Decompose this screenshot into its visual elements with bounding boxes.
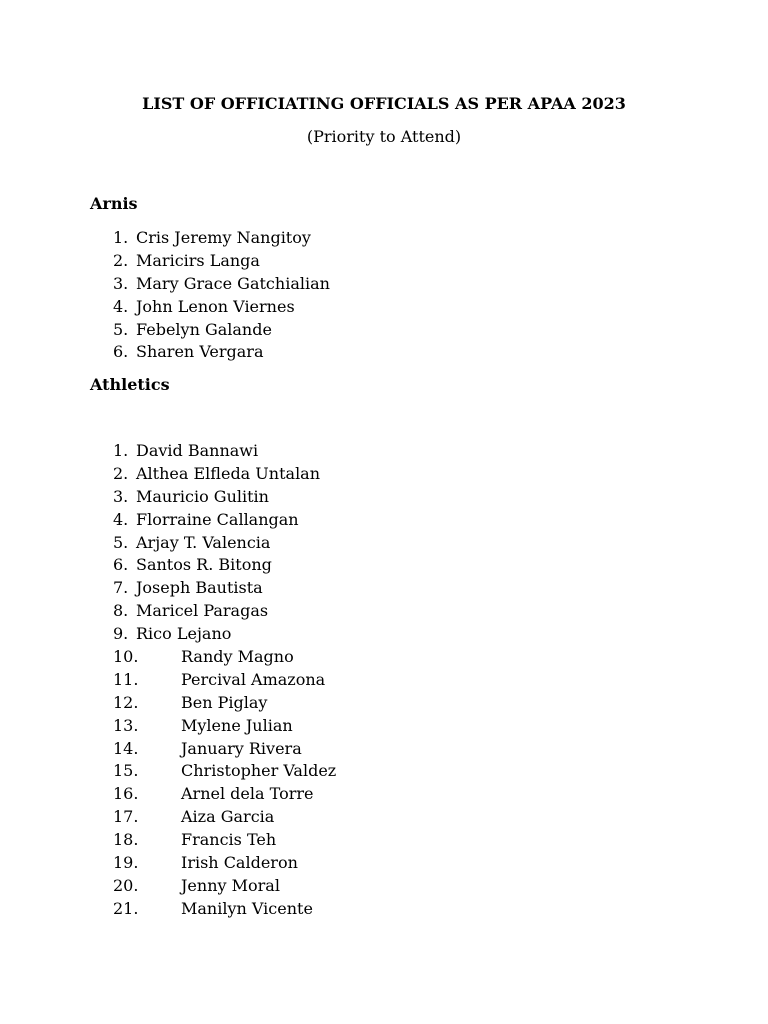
- official-name: Randy Magno: [181, 647, 294, 667]
- official-name: Francis Teh: [181, 830, 277, 850]
- list-item-number: 10.: [113, 647, 139, 667]
- list-item-number: 17.: [113, 807, 139, 827]
- list-item-number: 18.: [113, 830, 139, 850]
- official-name: Febelyn Galande: [136, 319, 272, 339]
- official-name: Jenny Moral: [181, 875, 280, 895]
- official-name: Mauricio Gulitin: [136, 486, 269, 506]
- list-item-number: 2.: [113, 463, 129, 483]
- list-item-number: 5.: [113, 532, 129, 552]
- list-item-number: 8.: [113, 601, 129, 621]
- list-item-number: 9.: [113, 624, 129, 644]
- official-name: Christopher Valdez: [181, 761, 337, 781]
- list-item-number: 12.: [113, 692, 139, 712]
- official-name: January Rivera: [181, 738, 302, 758]
- list-item-number: 4.: [113, 296, 129, 316]
- official-name: Arnel dela Torre: [181, 784, 314, 804]
- official-name: Maricirs Langa: [136, 250, 260, 270]
- official-name: Ben Piglay: [181, 692, 268, 712]
- official-name: Percival Amazona: [181, 669, 326, 689]
- list-item-number: 1.: [113, 441, 129, 460]
- official-name: Florraine Callangan: [136, 509, 299, 529]
- list-item-number: 4.: [113, 509, 129, 529]
- official-name: Sharen Vergara: [136, 342, 264, 362]
- list-item-number: 16.: [113, 784, 139, 804]
- list-item-number: 19.: [113, 853, 139, 873]
- official-name: Mylene Julian: [181, 715, 293, 735]
- list-item-number: 6.: [113, 342, 129, 362]
- list-item-number: 5.: [113, 319, 129, 339]
- section-heading-athletics: Athletics: [90, 375, 170, 394]
- list-item-number: 7.: [113, 578, 129, 598]
- list-item-number: 14.: [113, 738, 139, 758]
- list-item-number: 3.: [113, 273, 129, 293]
- official-name: Aiza Garcia: [181, 807, 275, 827]
- official-name: Joseph Bautista: [136, 578, 263, 598]
- official-name: Maricel Paragas: [136, 601, 269, 621]
- list-item-number: 2.: [113, 250, 129, 270]
- official-name: Althea Elfleda Untalan: [136, 463, 321, 483]
- official-name: John Lenon Viernes: [136, 296, 295, 316]
- list-item-number: 21.: [113, 898, 139, 918]
- list-item-number: 20.: [113, 875, 139, 895]
- official-name: Mary Grace Gatchialian: [136, 273, 330, 293]
- official-name: Manilyn Vicente: [181, 898, 313, 918]
- official-name: Santos R. Bitong: [136, 555, 272, 575]
- list-item-number: 11.: [113, 669, 139, 689]
- page-subtitle: (Priority to Attend): [306, 127, 462, 146]
- list-item-number: 13.: [113, 715, 139, 735]
- official-name: David Bannawi: [136, 441, 259, 460]
- list-item-number: 3.: [113, 486, 129, 506]
- official-name: Cris Jeremy Nangitoy: [136, 228, 311, 247]
- list-item-number: 6.: [113, 555, 129, 575]
- section-heading-arnis: Arnis: [90, 194, 138, 213]
- page-title: LIST OF OFFICIATING OFFICIALS AS PER APAA 2023: [142, 94, 626, 113]
- official-name: Rico Lejano: [136, 624, 232, 644]
- official-name: Arjay T. Valencia: [136, 532, 271, 552]
- list-item-number: 1.: [113, 228, 129, 247]
- official-name: Irish Calderon: [181, 853, 298, 873]
- list-item-number: 15.: [113, 761, 139, 781]
